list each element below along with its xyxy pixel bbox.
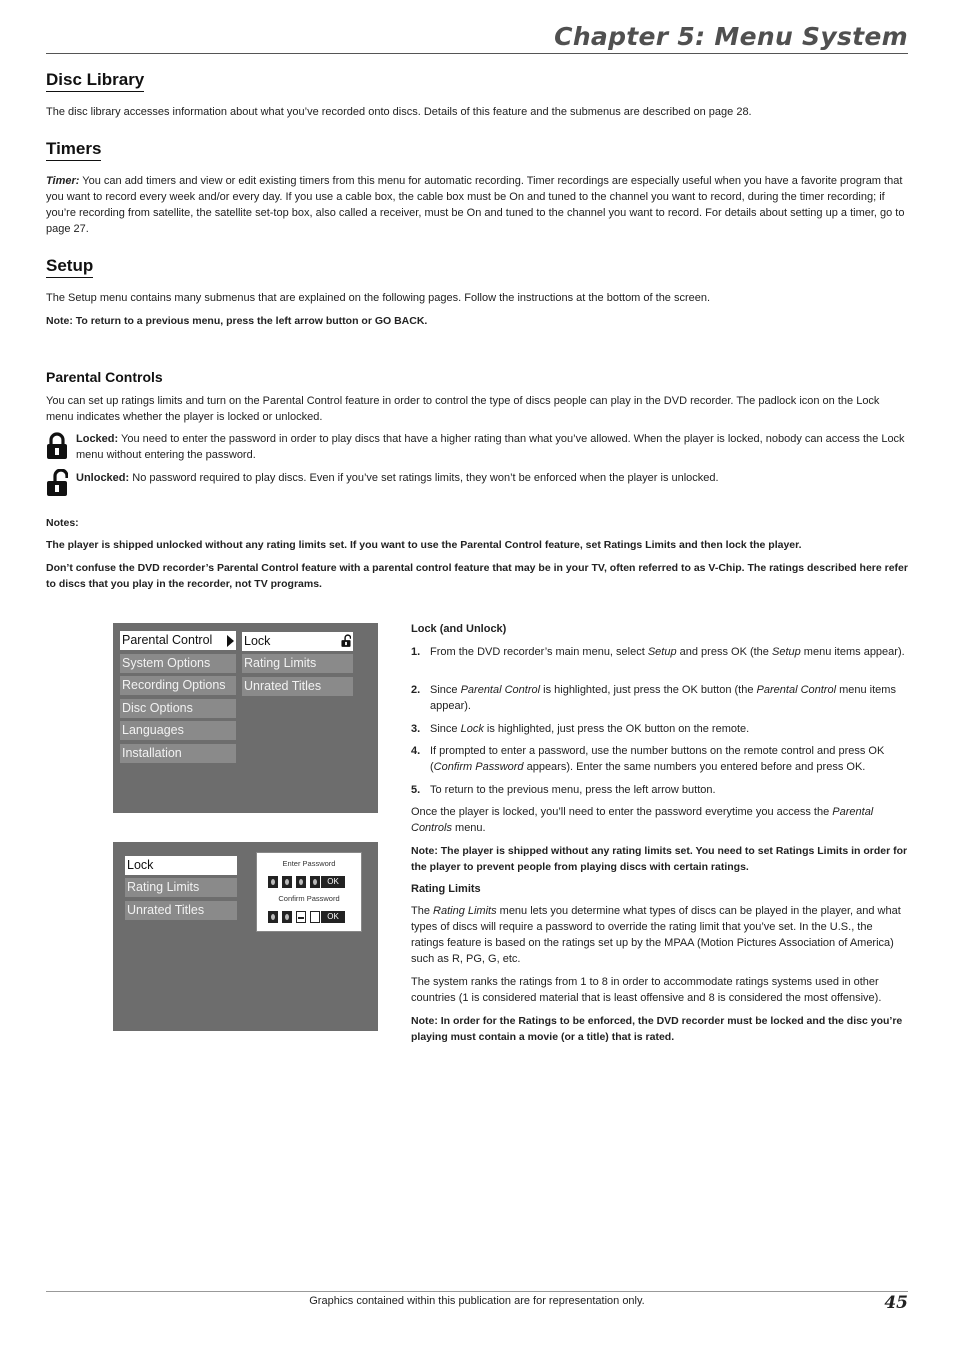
step-term: Parental Control: [756, 684, 837, 696]
menu-item-disc-options[interactable]: Disc Options: [120, 699, 236, 718]
confirm-digit-empty[interactable]: [310, 911, 320, 923]
step-text: To return to the previous menu, press the left arrow button.: [430, 784, 716, 796]
triangle-right-icon: [227, 635, 234, 647]
menu-item-installation[interactable]: Installation: [120, 744, 236, 763]
timer-lead: Timer:: [46, 175, 80, 187]
padlock-icon: [341, 634, 351, 648]
rating-term: Rating Limits: [433, 905, 497, 917]
unlocked-padlock-icon: [46, 469, 68, 502]
rating-limits-item[interactable]: Rating Limits: [125, 878, 237, 897]
step-text: From the DVD recorder’s main menu, select: [430, 646, 648, 658]
password-menu-screen: [113, 842, 378, 1031]
locked-padlock-icon: [46, 432, 68, 465]
step-text: menu items appear).: [800, 646, 905, 658]
password-digit[interactable]: [310, 876, 320, 888]
notes-heading: Notes:: [46, 517, 79, 529]
step-text: is highlighted, just press the OK button (the: [540, 684, 757, 696]
step-text: If prompted to enter a password, use the number buttons on the remote control and press OK (: [430, 745, 885, 773]
submenu-item-rating-limits[interactable]: Rating Limits: [242, 654, 353, 673]
disc-library-heading: Disc Library: [46, 70, 144, 92]
confirm-digit[interactable]: [268, 911, 278, 923]
confirm-password-label: Confirm Password: [278, 894, 340, 903]
disc-library-body: The disc library accesses information about what you’ve recorded onto discs. Details of this feature and the submenus are described on page 28.: [46, 106, 752, 118]
setup-note: Note: To return to a previous menu, press the left arrow button or GO BACK.: [46, 315, 428, 327]
enter-password-label: Enter Password: [282, 859, 336, 868]
step-number: 4.: [411, 745, 421, 757]
after-term: Parental Controls: [411, 806, 874, 834]
rating-note: Note: In order for the Ratings to be enforced, the DVD recorder must be locked and the disc you’re playing must contain a movie (or a title) that is rated.: [411, 1015, 903, 1043]
confirm-ok-button[interactable]: OK: [321, 911, 345, 923]
unlocked-text: No password required to play discs. Even if you’ve set ratings limits, they won’t be enforced when the player is unlocked.: [129, 472, 719, 484]
step-term: Parental Control: [460, 684, 541, 696]
password-digit[interactable]: [296, 876, 306, 888]
step-term: Setup: [771, 646, 801, 658]
confirm-digit-cursor[interactable]: [296, 911, 306, 923]
lock-after-text: [411, 804, 908, 836]
unlocked-description: [76, 470, 908, 486]
setup-heading: Setup: [46, 256, 93, 278]
password-dialog: [256, 852, 362, 932]
rating-text-a: The: [411, 905, 434, 917]
rating-text-b: menu lets you determine what types of discs can be played in the player, and what types of discs will require a password to override the rating limit that you’ve set. In the U.S., the ratings feature is based on the ratings set up by the MPAA (Motion Pictures Association of America) such as R, PG, G, etc.: [411, 905, 901, 965]
step-text: menu items appear).: [430, 684, 896, 712]
after-text-a: Once the player is locked, you’ll need to enter the password everytime you access the: [411, 806, 833, 818]
unrated-titles-item[interactable]: Unrated Titles: [125, 901, 237, 920]
step-number: 5.: [411, 784, 421, 796]
chapter-title: Chapter 5: Menu System: [554, 22, 908, 51]
after-text-b: menu.: [451, 822, 486, 834]
locked-text: You need to enter the password in order to play discs that have a higher rating than what you’ve allowed. When the player is locked, nobody can access the Lock menu without entering the password.: [76, 433, 905, 461]
lock-item[interactable]: Lock: [125, 856, 237, 875]
menu-item-system-options[interactable]: System Options: [120, 654, 236, 673]
step-text: and press OK (the: [676, 646, 772, 658]
step-term: Setup: [647, 646, 677, 658]
step-text: appears). Enter the same numbers you entered before and press OK.: [523, 761, 866, 773]
timers-heading: Timers: [46, 139, 101, 161]
menu-item-label: Parental Control: [122, 633, 213, 647]
step-number: 3.: [411, 723, 421, 735]
parental-control-menu-screen: [113, 623, 378, 813]
menu-item-parental-control[interactable]: [120, 631, 236, 650]
timer-text: You can add timers and view or edit existing timers from this menu for automatic recording. Timer recordings are especially useful when you have a favorite program that you want to record every week and/or every day. If you use a cable box, the cable box must be On and tuned to the channel you want to record, during the timer recording; if you’re recording from satellite, the satellite set-top box, also called a receiver, must be On and tuned to the channel you want to record. For details about setting up a timer, go to page 27.: [46, 175, 905, 235]
rating-limits-heading: Rating Limits: [411, 883, 481, 895]
step-text: is highlighted, just press the OK button on the remote.: [483, 723, 750, 735]
submenu-item-unrated-titles[interactable]: Unrated Titles: [242, 677, 353, 696]
lock-note: Note: The player is shipped without any rating limits set. You need to set Ratings Limits in order for the player to prevent people from playing discs with certain ratings.: [411, 845, 908, 873]
timers-body: [46, 173, 908, 237]
rating-ranking-body: The system ranks the ratings from 1 to 8 in order to accommodate ratings systems used in other countries (1 is considered material that is least offensive and 8 is considered the most offensive).: [411, 976, 882, 1004]
menu-item-recording-options[interactable]: Recording Options: [120, 676, 236, 695]
rating-limits-body: [411, 903, 908, 967]
locked-description: [76, 431, 908, 463]
parental-controls-heading: Parental Controls: [46, 369, 163, 385]
submenu-item-lock[interactable]: [242, 632, 353, 651]
password-digit[interactable]: [268, 876, 278, 888]
page-number: 45: [884, 1293, 908, 1313]
footer-note: Graphics contained within this publication are for representation only.: [309, 1295, 645, 1307]
step-term: Confirm Password: [433, 761, 524, 773]
notes-item-2: Don’t confuse the DVD recorder’s Parental Control feature with a parental control feature that may be in your TV, often referred to as V-Chip. The ratings described here refer to discs that you play in the recorder, not TV programs.: [46, 562, 908, 590]
parental-controls-body: You can set up ratings limits and turn on the Parental Control feature in order to control the type of discs people can play in the DVD recorder. The padlock icon on the Lock menu indicates whether the player is locked or unlocked.: [46, 395, 880, 423]
password-digit[interactable]: [282, 876, 292, 888]
header-rule: [46, 53, 908, 54]
step-text: Since: [430, 723, 461, 735]
menu-item-languages[interactable]: Languages: [120, 721, 236, 740]
step-term: Lock: [460, 723, 484, 735]
notes-item-1: The player is shipped unlocked without any rating limits set. If you want to use the Parental Control feature, set Ratings Limits and then lock the player.: [46, 539, 802, 551]
step-number: 2.: [411, 684, 421, 696]
step-number: 1.: [411, 646, 421, 658]
footer-rule: [46, 1291, 908, 1292]
confirm-digit[interactable]: [282, 911, 292, 923]
locked-lead: Locked:: [76, 433, 119, 445]
enter-ok-button[interactable]: OK: [321, 876, 345, 888]
setup-body: The Setup menu contains many submenus that are explained on the following pages. Follow the instructions at the bottom of the screen.: [46, 292, 711, 304]
submenu-item-label: Lock: [244, 634, 271, 648]
lock-unlock-heading: Lock (and Unlock): [411, 623, 507, 635]
unlocked-lead: Unlocked:: [76, 472, 130, 484]
step-text: Since: [430, 684, 461, 696]
